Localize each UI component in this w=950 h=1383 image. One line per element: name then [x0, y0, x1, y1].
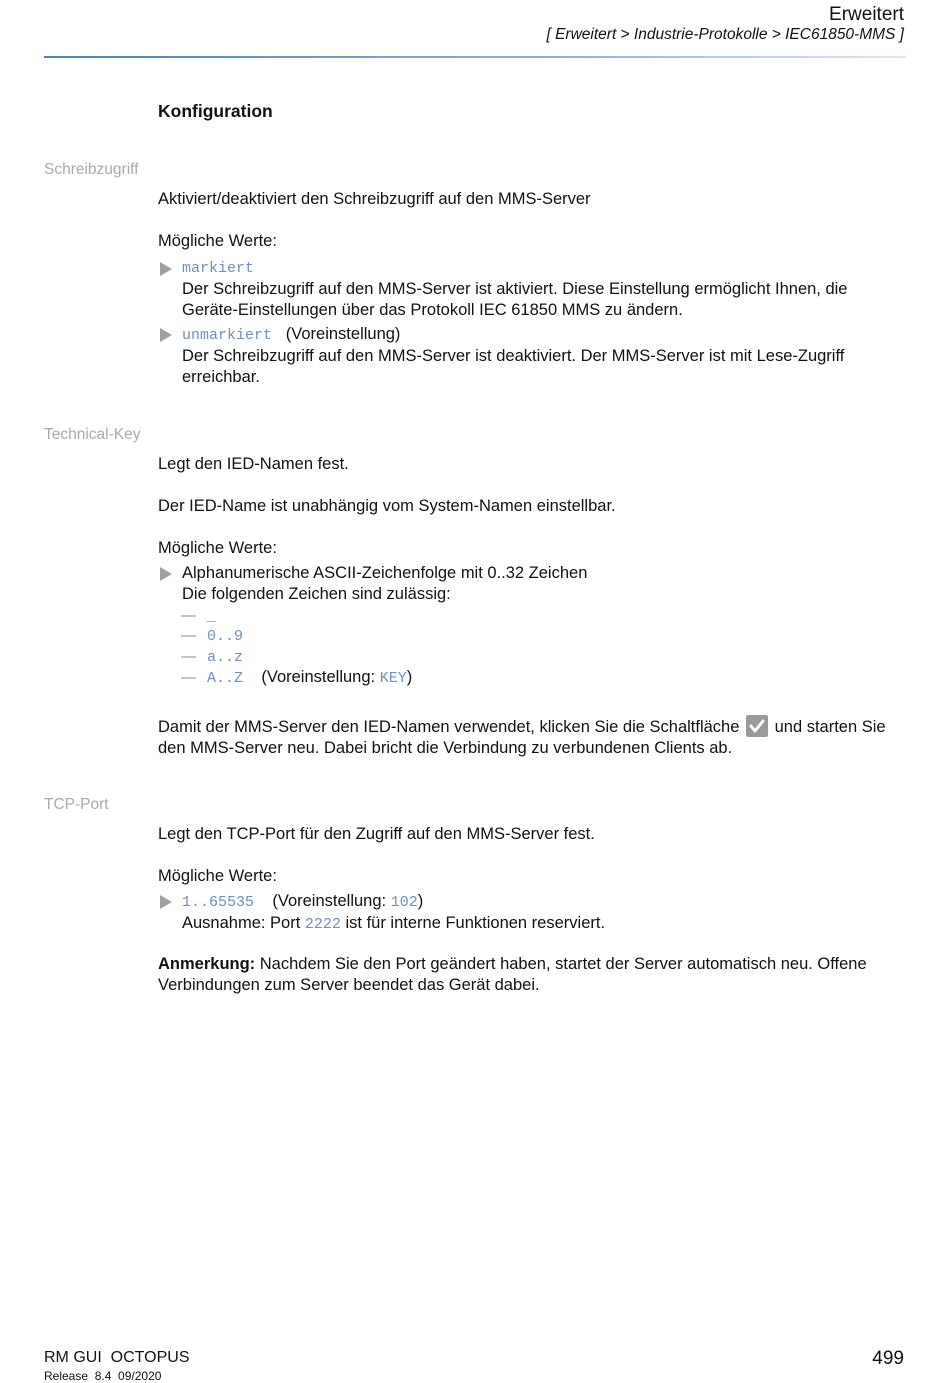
technical-key-option [182, 563, 912, 605]
default-suffix: ) [406, 668, 413, 686]
default-prefix: (Voreinstellung: [261, 668, 380, 686]
write-access-option-unchecked [182, 324, 912, 388]
page-number: 499 [872, 1348, 904, 1369]
exception-text: Ausnahme: Port [182, 914, 305, 932]
check-icon [746, 715, 768, 737]
note-text: und starten Sie [774, 718, 886, 736]
allowed-char: a..z [207, 649, 244, 666]
header-divider [44, 56, 906, 58]
technical-key-apply-note [158, 715, 910, 759]
allowed-char: A..Z [207, 670, 244, 687]
param-label-write-access: Schreibzugriff [44, 161, 139, 178]
default-prefix: (Voreinstellung: [272, 892, 391, 910]
note-text: den MMS-Server neu. Dabei bricht die Verbindung zu verbundenen Clients ab. [158, 739, 733, 757]
allowed-char-default [207, 668, 607, 687]
footer-doc-title: RM GUI OCTOPUS [44, 1349, 190, 1366]
param-label-tcp-port: TCP-Port [44, 796, 109, 813]
tcp-port-description: Legt den TCP-Port für den Zugriff auf den MMS-Server fest. [158, 825, 595, 843]
option-text-line: erreichbar. [182, 368, 260, 386]
note-text: Damit der MMS-Server den IED-Namen verwendet, klicken Sie die Schaltfläche [158, 718, 740, 736]
bullet-triangle-icon [158, 894, 174, 910]
dash-marker: — [181, 627, 196, 644]
write-access-description: Aktiviert/deaktiviert den Schreibzugriff auf den MMS-Server [158, 190, 591, 208]
breadcrumb: [ Erweitert > Industrie-Protokolle > IEC61850-MMS ] [546, 26, 904, 43]
port-range: 1..65535 [182, 894, 255, 911]
option-text-line: Der Schreibzugriff auf den MMS-Server ist deaktiviert. Der MMS-Server ist mit Lese-Zugriff [182, 347, 845, 365]
reserved-port: 2222 [304, 916, 341, 933]
param-label-technical-key: Technical-Key [44, 426, 141, 443]
technical-key-description-2: Der IED-Name ist unabhängig vom System-Namen einstellbar. [158, 497, 616, 515]
bullet-triangle-icon [158, 566, 174, 582]
exception-text: ist für interne Funktionen reserviert. [340, 914, 606, 932]
option-text-line: Geräte-Einstellungen über das Protokoll IEC 61850 MMS zu ändern. [182, 301, 683, 319]
default-value: KEY [379, 670, 407, 687]
tcp-port-values-label: Mögliche Werte: [158, 867, 277, 885]
allowed-chars-label: Die folgenden Zeichen sind zulässig: [182, 585, 451, 603]
option-default-note: (Voreinstellung) [285, 325, 401, 343]
chapter-title: Erweitert [829, 4, 904, 25]
section-heading: Konfiguration [158, 101, 273, 121]
tcp-port-option [182, 891, 912, 935]
dash-marker: — [181, 607, 196, 624]
remark-label: Anmerkung: [158, 955, 256, 973]
footer-release: Release 8.4 09/2020 [44, 1369, 162, 1383]
allowed-char: _ [207, 608, 217, 625]
dash-marker: — [181, 669, 196, 686]
dash-marker: — [181, 648, 196, 665]
write-access-option-checked [182, 257, 912, 321]
technical-key-description: Legt den IED-Namen fest. [158, 455, 349, 473]
remark-text: Verbindungen zum Server beendet das Gerät dabei. [158, 976, 540, 994]
technical-key-values-label: Mögliche Werte: [158, 539, 277, 557]
default-value: 102 [390, 894, 418, 911]
option-text-line: Der Schreibzugriff auf den MMS-Server ist aktiviert. Diese Einstellung ermöglicht Ihnen, die [182, 280, 848, 298]
option-value: unmarkiert [182, 327, 273, 344]
remark-text: Nachdem Sie den Port geändert haben, startet der Server automatisch neu. Offene [255, 955, 867, 973]
allowed-char: 0..9 [207, 628, 244, 645]
default-suffix: ) [417, 892, 424, 910]
option-text-line: Alphanumerische ASCII-Zeichenfolge mit 0..32 Zeichen [182, 564, 588, 582]
bullet-triangle-icon [158, 261, 174, 277]
tcp-port-remark [158, 954, 910, 996]
bullet-triangle-icon [158, 327, 174, 343]
write-access-values-label: Mögliche Werte: [158, 232, 277, 250]
option-value: markiert [182, 260, 255, 277]
